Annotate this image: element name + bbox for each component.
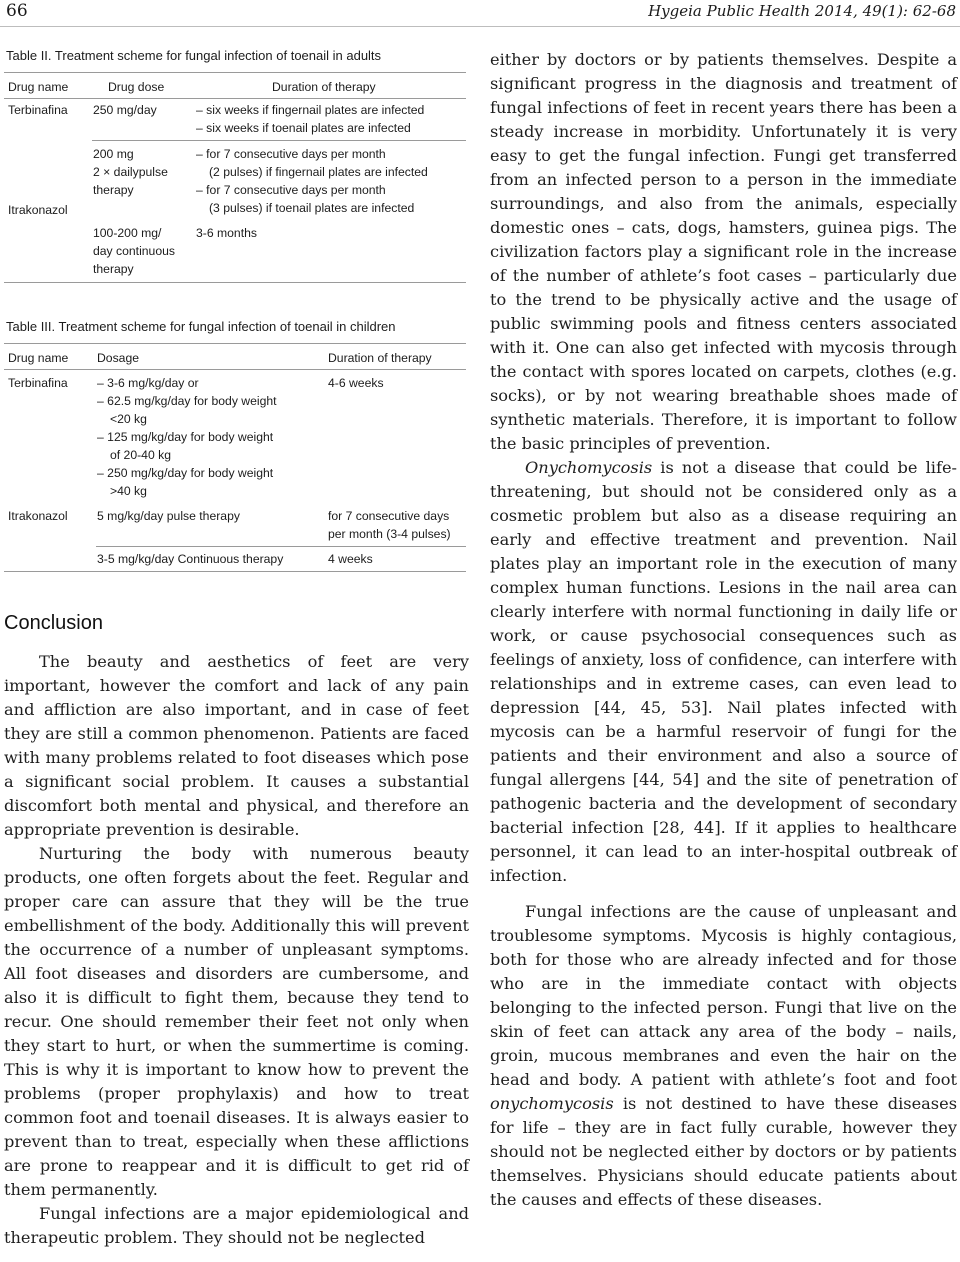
table-3	[0, 0, 470, 580]
table-3-header-drug-name: Drug name	[8, 351, 69, 365]
table-3-top-rule	[4, 343, 466, 344]
table-2-itrakonazol-dose1-line1: 200 mg	[93, 147, 134, 161]
table-2-itrakonazol-duration1-line3: – for 7 consecutive days per month	[196, 183, 386, 197]
table-2-itrakonazol-duration2: 3-6 months	[196, 226, 257, 240]
conclusion-body	[4, 650, 469, 1250]
table-2-terbinafina-duration-1: – six weeks if fingernail plates are infected	[196, 103, 425, 117]
onychomycosis-term: Onychomycosis	[525, 458, 653, 477]
right-paragraph-3	[490, 900, 957, 1212]
table-3-row-rule	[96, 546, 466, 547]
table-2-itrakonazol-name: Itrakonazol	[8, 203, 68, 217]
table-3-bottom-rule	[4, 571, 466, 572]
table-2-header-drug-name: Drug name	[8, 80, 69, 94]
table-3-itrakonazol-duration1-line2: per month (3-4 pulses)	[328, 527, 451, 541]
table-3-terbinafina-dosage-2: – 62.5 mg/kg/day for body weight	[97, 394, 277, 408]
right-paragraph-3-text-a: Fungal infections are the cause of unpleasant and troublesome symptoms. Mycosis is highly contagious, both for those who are already infected and for those who are in the immediate contact with objects belonging to the infected person. Fungi that live on the skin of feet can attack any area of the body – nails, groin, mucous membranes and even the hair on the head and body. A patient with athlete’s foot and foot	[490, 902, 957, 1089]
table-3-terbinafina-duration: 4-6 weeks	[328, 376, 384, 390]
table-2-header-duration: Duration of therapy	[272, 80, 376, 94]
table-3-terbinafina-dosage-1: – 3-6 mg/kg/day or	[97, 376, 199, 390]
table-2-itrakonazol-dose2-line2: day continuous	[93, 244, 175, 258]
table-2-itrakonazol-duration1-line2: (2 pulses) if fingernail plates are infected	[209, 165, 428, 179]
right-paragraph-1: either by doctors or by patients themselves. Despite a significant progress in the diagnosis and treatment of fungal infections of feet in recent years there has been a steady increase in morbidity. Unfortunately it is very easy to get the fungal infection. Fungi get transferred from an infected person to a person in the immediate surroundings, and also from the animals, especially domestic ones – cats, dogs, hamsters, guinea pigs. The civilization factors play a significant role in the increase of the number of athlete’s foot cases – particularly due to the trend to be physically active and the usage of public swimming pools and fitness centers associated with it. One can also get infected with mycosis through the contact with spores located on carpets, clothes (e.g. socks), or by not wearing breathable shoes made of synthetic materials. Therefore, it is important to follow the basic principles of prevention.	[490, 50, 957, 453]
table-2-itrakonazol-duration1-line4: (3 pulses) if toenail plates are infected	[209, 201, 415, 215]
right-paragraph-2	[490, 456, 957, 888]
page-number: 66	[6, 1, 28, 21]
table-3-terbinafina-dosage-3: <20 kg	[110, 412, 147, 426]
right-paragraph-2-text: is not a disease that could be life-threatening, but should not be considered only as a cosmetic problem but also as a disease requiring an early and effective treatment and prevention. Nail plates play an important role in the execution of many complex human functions. Lesions in the nail area can clearly interfere with normal functioning in daily life or work, or cause psychosocial consequences such as feelings of anxiety, loss of confidence, can interfere with relationships and in extreme cases, can even lead to depression [44, 45, 53]. Nail plates infected with mycosis can be a harmful reservoir of fungi for the patients and their environment and also a source of fungal allergens [44, 54] and the site of penetration of pathogenic bacteria and the development of secondary bacterial infection [28, 44]. If it applies to healthcare personnel, it can lead to an inter-hospital outbreak of infection.	[490, 458, 957, 885]
table-3-header-rule	[4, 369, 466, 370]
table-2-terbinafina-dose: 250 mg/day	[93, 103, 157, 117]
table-2-terbinafina-name: Terbinafina	[8, 103, 68, 117]
table-3-terbinafina-dosage-5: of 20-40 kg	[110, 448, 171, 462]
table-2-header-drug-dose: Drug dose	[108, 80, 165, 94]
table-3-itrakonazol-dosage2: 3-5 mg/kg/day Continuous therapy	[97, 552, 284, 566]
conclusion-heading: Conclusion	[4, 612, 103, 634]
conclusion-paragraph-1: The beauty and aesthetics of feet are very important, however the comfort and lack of any pain and affliction are also important, and in case of feet they are still a common phenomenon. Patients are faced with many problems related to foot diseases which pose a significant social problem. It causes a substantial discomfort both mental and physical, and therefore an appropriate prevention is desirable.	[4, 652, 469, 839]
table-2-itrakonazol-dose2-line1: 100-200 mg/	[93, 226, 162, 240]
table-3-terbinafina-dosage-4: – 125 mg/kg/day for body weight	[97, 430, 274, 444]
table-3-header-duration: Duration of therapy	[328, 351, 432, 365]
journal-citation: Hygeia Public Health 2014, 49(1): 62-68	[648, 2, 956, 20]
table-2-itrakonazol-duration1-line1: – for 7 consecutive days per month	[196, 147, 386, 161]
table-2-itrakonazol-dose2-line3: therapy	[93, 262, 134, 276]
table-3-itrakonazol-duration1-line1: for 7 consecutive days	[328, 509, 450, 523]
table-3-itrakonazol-duration2: 4 weeks	[328, 552, 373, 566]
table-2-terbinafina-duration-2: – six weeks if toenail plates are infected	[196, 121, 411, 135]
onychomycosis-term-2: onychomycosis	[490, 1094, 614, 1113]
table-3-terbinafina-name: Terbinafina	[8, 376, 68, 390]
table-3-terbinafina-dosage-7: >40 kg	[110, 484, 147, 498]
table-3-terbinafina-dosage-6: – 250 mg/kg/day for body weight	[97, 466, 274, 480]
conclusion-paragraph-3: Fungal infections are a major epidemiological and therapeutic problem. They should not be neglected	[4, 1204, 469, 1247]
table-3-caption: Table III. Treatment scheme for fungal infection of toenail in children	[6, 319, 396, 334]
table-3-header-dosage: Dosage	[97, 351, 140, 365]
table-2-itrakonazol-dose1-line2: 2 × dailypulse	[93, 165, 168, 179]
right-column	[490, 48, 957, 1212]
table-2-caption: Table II. Treatment scheme for fungal infection of toenail in adults	[6, 48, 382, 63]
right-paragraph-3-text-b: is not destined to have these diseases for life – they are in fact fully curable, however they should not be neglected either by doctors or by patients themselves. Physicians should educate patients about the causes and effects of these diseases.	[490, 1094, 957, 1209]
table-3-itrakonazol-name: Itrakonazol	[8, 509, 68, 523]
table-3-itrakonazol-dosage1: 5 mg/kg/day pulse therapy	[97, 509, 240, 523]
conclusion-paragraph-2: Nurturing the body with numerous beauty products, one often forgets about the feet. Regular and proper care can assure that they will be the true embellishment of the body. Additionally this will prevent the occurrence of a number of unpleasant symptoms. All foot diseases and disorders are cumbersome, and also it is difficult to fight them, because they tend to recur. One should remember their feet not only when they start to hurt, or when the summertime is coming. This is why it is important to know how to prevent the problems (proper prophylaxis) and how to treat common foot and toenail diseases. It is always easier to prevent than to treat, especially when these afflictions are prone to reappear and it is difficult to get rid of them permanently.	[4, 844, 469, 1199]
table-2-itrakonazol-dose1-line3: therapy	[93, 183, 134, 197]
